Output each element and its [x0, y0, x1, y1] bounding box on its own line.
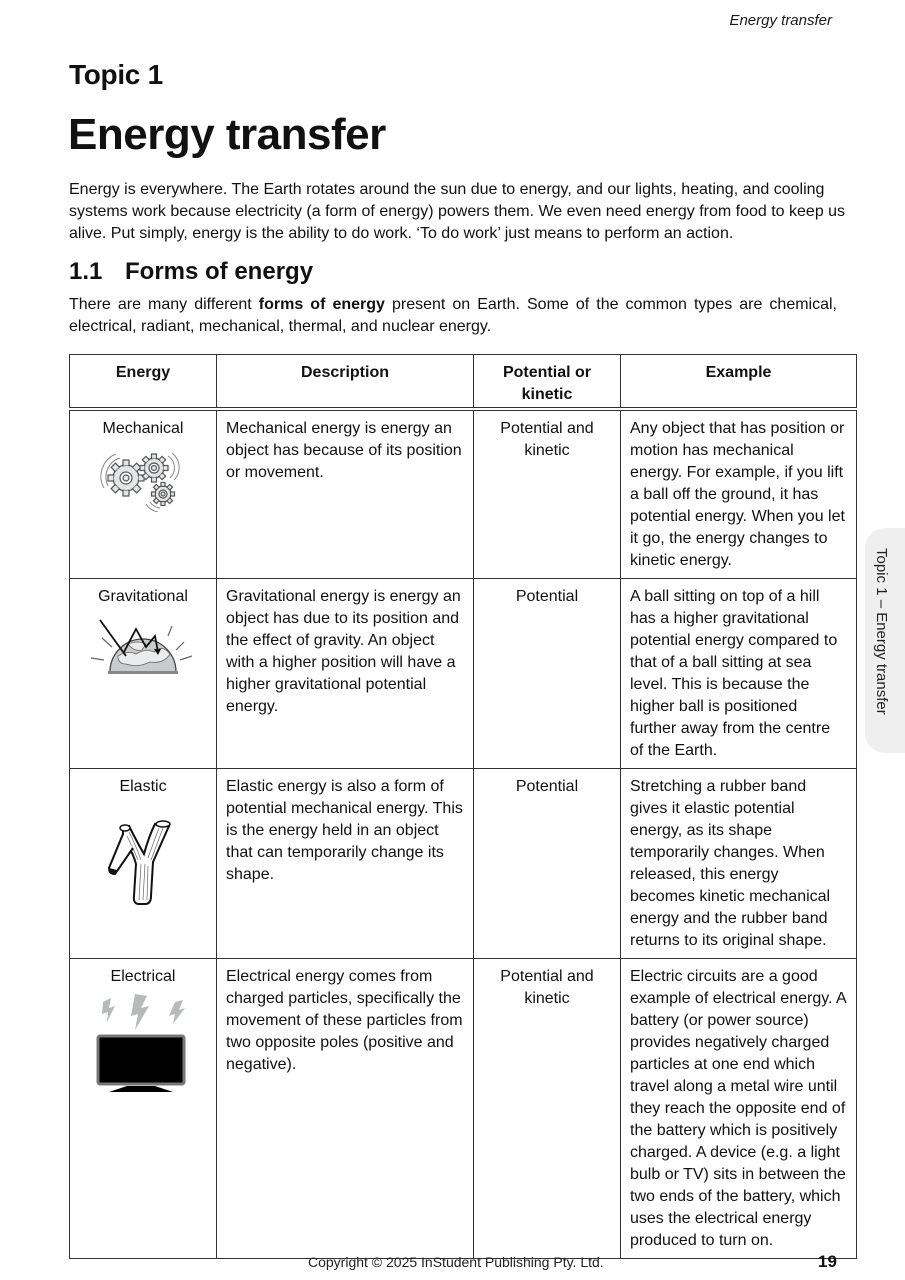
example-cell: A ball sitting on top of a hill has a higher gravitational potential energy compared to that of a ball sitting at sea level. This is because the higher ball is positioned further away from the centre of the Earth.	[621, 578, 857, 768]
intro-paragraph: Energy is everywhere. The Earth rotates around the sun due to energy, and our lights, heating, and cooling systems work because electricity (a form of energy) powers them. We even need energy from food to keep us alive. Put simply, energy is the ability to do work. ‘To do work’ just means to perform an action.	[69, 181, 846, 242]
earth-gravity-icon	[79, 614, 207, 676]
energy-cell	[70, 578, 217, 768]
energy-name: Gravitational	[98, 587, 188, 605]
description-cell: Gravitational energy is energy an object has due to its position and the effect of gravity. An object with a higher position will have a higher gravitational potential energy.	[217, 578, 474, 768]
side-tab-label: Topic 1 – Energy transfer	[873, 548, 890, 715]
energy-cell	[70, 768, 217, 958]
section-title: Forms of energy	[125, 258, 314, 285]
energy-name: Electrical	[110, 967, 176, 985]
potential-kinetic-cell: Potential	[474, 578, 621, 768]
example-cell: Any object that has position or motion has mechanical energy. For example, if you lift a ball off the ground, it has potential energy. When you let it go, the energy changes to kinetic energy.	[621, 409, 857, 579]
forms-of-energy-table	[69, 354, 857, 1259]
example-cell: Stretching a rubber band gives it elastic potential energy, as its shape temporarily changes. When released, this energy becomes kinetic mechanical energy and the rubber band returns to its original shape.	[621, 768, 857, 958]
energy-name: Elastic	[119, 777, 167, 795]
example-cell: Electric circuits are a good example of electrical energy. A battery (or power source) provides negatively charged particles at one end which travel along a metal wire until they reach the opposite end of the battery which is positively charged. A device (e.g. a light bulb or TV) sits in between the two ends of the battery, which uses the electrical energy produced to turn on.	[621, 958, 857, 1258]
tv-electricity-icon	[79, 994, 207, 1094]
table-header-row	[70, 355, 857, 409]
header-description: Description	[217, 355, 474, 409]
potential-kinetic-cell: Potential	[474, 768, 621, 958]
page-number: 19	[818, 1252, 837, 1271]
potential-kinetic-cell: Potential and kinetic	[474, 409, 621, 579]
slingshot-icon	[79, 804, 207, 908]
header-energy: Energy	[70, 355, 217, 409]
section-heading	[69, 258, 313, 286]
description-cell: Electrical energy comes from charged particles, specifically the movement of these particles from two opposite poles (positive and negative).	[217, 958, 474, 1258]
header-potential-or-kinetic: Potential or kinetic	[474, 355, 621, 409]
energy-cell	[70, 409, 217, 579]
topic-label: Topic 1	[69, 59, 163, 90]
header-example: Example	[621, 355, 857, 409]
gears-icon	[79, 446, 207, 512]
energy-name: Mechanical	[102, 419, 184, 437]
energy-cell	[70, 958, 217, 1258]
section-intro	[69, 294, 837, 338]
footer-copyright: Copyright © 2025 InStudent Publishing Pty. Ltd.	[308, 1254, 604, 1270]
side-tab	[865, 528, 905, 753]
section-intro-text: present on Earth. Some of the common types are chemical, electrical, radiant, mechanical, thermal, and nuclear energy.	[69, 296, 838, 335]
potential-kinetic-cell: Potential and kinetic	[474, 958, 621, 1258]
page-title: Energy transfer	[68, 110, 386, 159]
section-number: 1.1	[69, 258, 103, 285]
description-cell: Elastic energy is also a form of potential mechanical energy. This is the energy held in an object that can temporarily change its shape.	[217, 768, 474, 958]
description-cell: Mechanical energy is energy an object has because of its position or movement.	[217, 409, 474, 579]
table-row	[70, 768, 857, 958]
section-intro-keyterm: forms of energy	[258, 296, 385, 313]
table-row	[70, 578, 857, 768]
table-row	[70, 409, 857, 579]
table-row	[70, 958, 857, 1258]
section-intro-text: There are many different	[69, 296, 259, 313]
running-head: Energy transfer	[729, 12, 832, 29]
